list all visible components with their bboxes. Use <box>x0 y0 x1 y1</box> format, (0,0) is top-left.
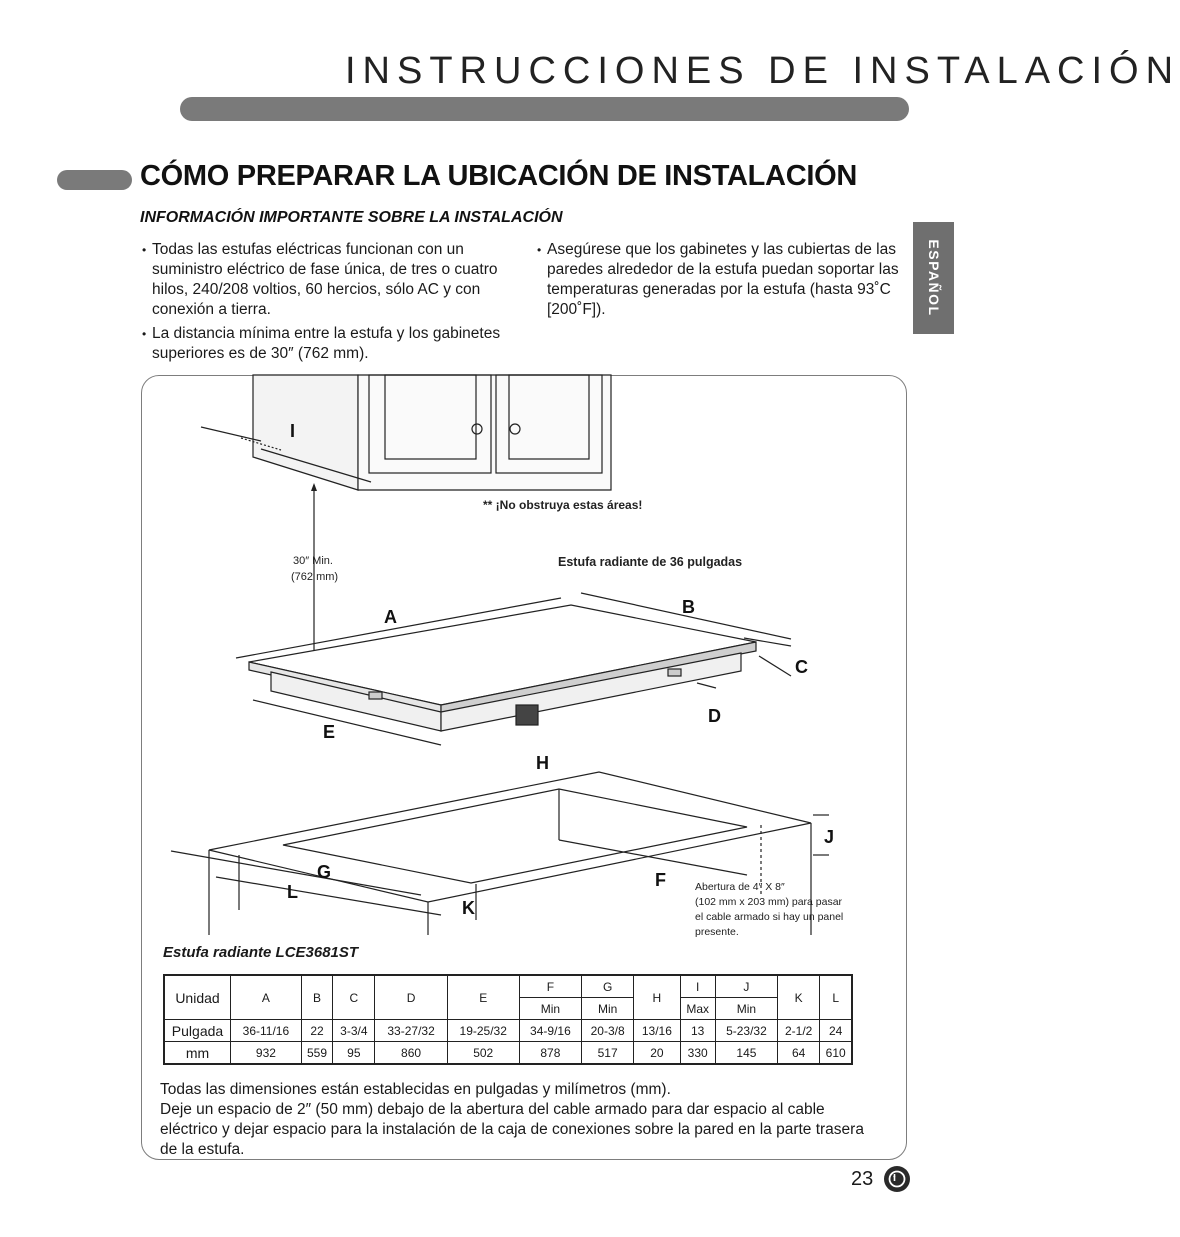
opening-note-4: presente. <box>695 926 739 938</box>
col-header: J <box>715 975 777 998</box>
table-cell: 95 <box>333 1042 375 1065</box>
dim-letter-h: H <box>536 753 549 773</box>
col-subheader: Min <box>519 998 581 1020</box>
table-cell: 2-1/2 <box>778 1020 820 1042</box>
lg-logo-icon <box>884 1166 910 1192</box>
col-header: L <box>820 975 852 1020</box>
col-header: I <box>680 975 715 998</box>
table-cell: 559 <box>301 1042 332 1065</box>
table-cell: 878 <box>519 1042 581 1065</box>
col-header: C <box>333 975 375 1020</box>
col-header: K <box>778 975 820 1020</box>
dim-letter-e: E <box>323 722 336 742</box>
dim-letter-f: F <box>655 870 666 890</box>
opening-note-1: Abertura de 4″ X 8″ <box>695 881 785 893</box>
note-line: Deje un espacio de 2″ (50 mm) debajo de la abertura del cable armado para dar espacio al cable eléctrico y dejar espacio para la instalación de la caja de conexiones sobre la pared en la parte trasera de la estufa. <box>160 1101 864 1158</box>
col-header: E <box>447 975 519 1020</box>
dim-letter-g: G <box>317 862 332 882</box>
language-tab <box>913 222 954 334</box>
opening-note-2: (102 mm x 203 mm) para pasar <box>695 896 843 908</box>
col-header: B <box>301 975 332 1020</box>
table-cell: 145 <box>715 1042 777 1065</box>
table-cell: 5-23/32 <box>715 1020 777 1042</box>
row-label: mm <box>164 1042 231 1065</box>
bullets-right <box>537 240 913 324</box>
dim-letter-c: C <box>795 657 808 677</box>
col-subheader: Max <box>680 998 715 1020</box>
table-cell: 33-27/32 <box>375 1020 447 1042</box>
language-tab-label: ESPAÑOL <box>925 239 942 317</box>
table-cell: 22 <box>301 1020 332 1042</box>
dim-letter-d: D <box>708 706 721 726</box>
table-cell: 20 <box>634 1042 680 1065</box>
no-obstruct-note: ** ¡No obstruya estas áreas! <box>483 498 643 512</box>
bullet-item: • Asegúrese que los gabinetes y las cubiertas de las paredes alrededor de la estufa puedan soportar las temperaturas generadas por la estufa (hasta 93˚C [200˚F]). <box>537 240 913 320</box>
note-line: Todas las dimensiones están establecidas en pulgadas y milímetros (mm). <box>160 1081 671 1098</box>
col-subheader: Min <box>715 998 777 1020</box>
header-bar <box>180 97 909 121</box>
bullet-item: • La distancia mínima entre la estufa y los gabinetes superiores es de 30″ (762 mm). <box>142 324 514 364</box>
cooktop <box>249 605 756 731</box>
dim-letter-j: J <box>824 827 835 847</box>
installation-diagram <box>141 375 907 940</box>
table-row <box>164 975 852 998</box>
cooktop-label: Estufa radiante de 36 pulgadas <box>558 555 743 569</box>
table-cell: 13/16 <box>634 1020 680 1042</box>
bullets-left <box>142 240 514 368</box>
upper-cabinet <box>253 375 611 490</box>
bullet-item: • Todas las estufas eléctricas funcionan con un suministro eléctrico de fase única, de tres o cuatro hilos, 240/208 voltios, 60 hercios, sólo AC y con conexión a tierra. <box>142 240 514 320</box>
dim-letter-l: L <box>287 882 298 902</box>
dim-letter-k: K <box>462 898 475 918</box>
page-number: 23 <box>851 1168 874 1190</box>
model-label: Estufa radiante LCE3681ST <box>163 944 359 961</box>
table-row <box>164 1020 852 1042</box>
table-cell: 13 <box>680 1020 715 1042</box>
section-pill <box>57 170 132 190</box>
clearance-label-1: 30″ Min. <box>293 555 333 567</box>
table-cell: 19-25/32 <box>447 1020 519 1042</box>
table-cell: 3-3/4 <box>333 1020 375 1042</box>
col-header: H <box>634 975 680 1020</box>
table-cell: 36-11/16 <box>231 1020 302 1042</box>
table-cell: 20-3/8 <box>582 1020 634 1042</box>
dim-letter-i: I <box>290 421 296 441</box>
table-cell: 517 <box>582 1042 634 1065</box>
section-subheading: INFORMACIÓN IMPORTANTE SOBRE LA INSTALACIÓN <box>140 209 563 226</box>
col-header: G <box>582 975 634 998</box>
col-subheader: Min <box>582 998 634 1020</box>
table-cell: 330 <box>680 1042 715 1065</box>
col-header: A <box>231 975 302 1020</box>
dimensions-table <box>163 974 853 1065</box>
dim-letter-a: A <box>384 607 397 627</box>
dim-letter-b: B <box>682 597 695 617</box>
table-cell: 24 <box>820 1020 852 1042</box>
col-header: F <box>519 975 581 998</box>
table-cell: 860 <box>375 1042 447 1065</box>
row-label: Pulgada <box>164 1020 231 1042</box>
col-header: D <box>375 975 447 1020</box>
table-cell: 610 <box>820 1042 852 1065</box>
table-cell: 502 <box>447 1042 519 1065</box>
notes <box>160 1080 880 1160</box>
table-cell: 34-9/16 <box>519 1020 581 1042</box>
unit-header: Unidad <box>164 975 231 1020</box>
clearance-label-2: (762 mm) <box>291 571 339 583</box>
table-cell: 64 <box>778 1042 820 1065</box>
page-title: INSTRUCCIONES DE INSTALACIÓN <box>345 50 1180 92</box>
table-row <box>164 1042 852 1065</box>
section-title: CÓMO PREPARAR LA UBICACIÓN DE INSTALACIÓN <box>140 160 857 192</box>
opening-note-3: el cable armado si hay un panel <box>695 911 844 923</box>
table-cell: 932 <box>231 1042 302 1065</box>
